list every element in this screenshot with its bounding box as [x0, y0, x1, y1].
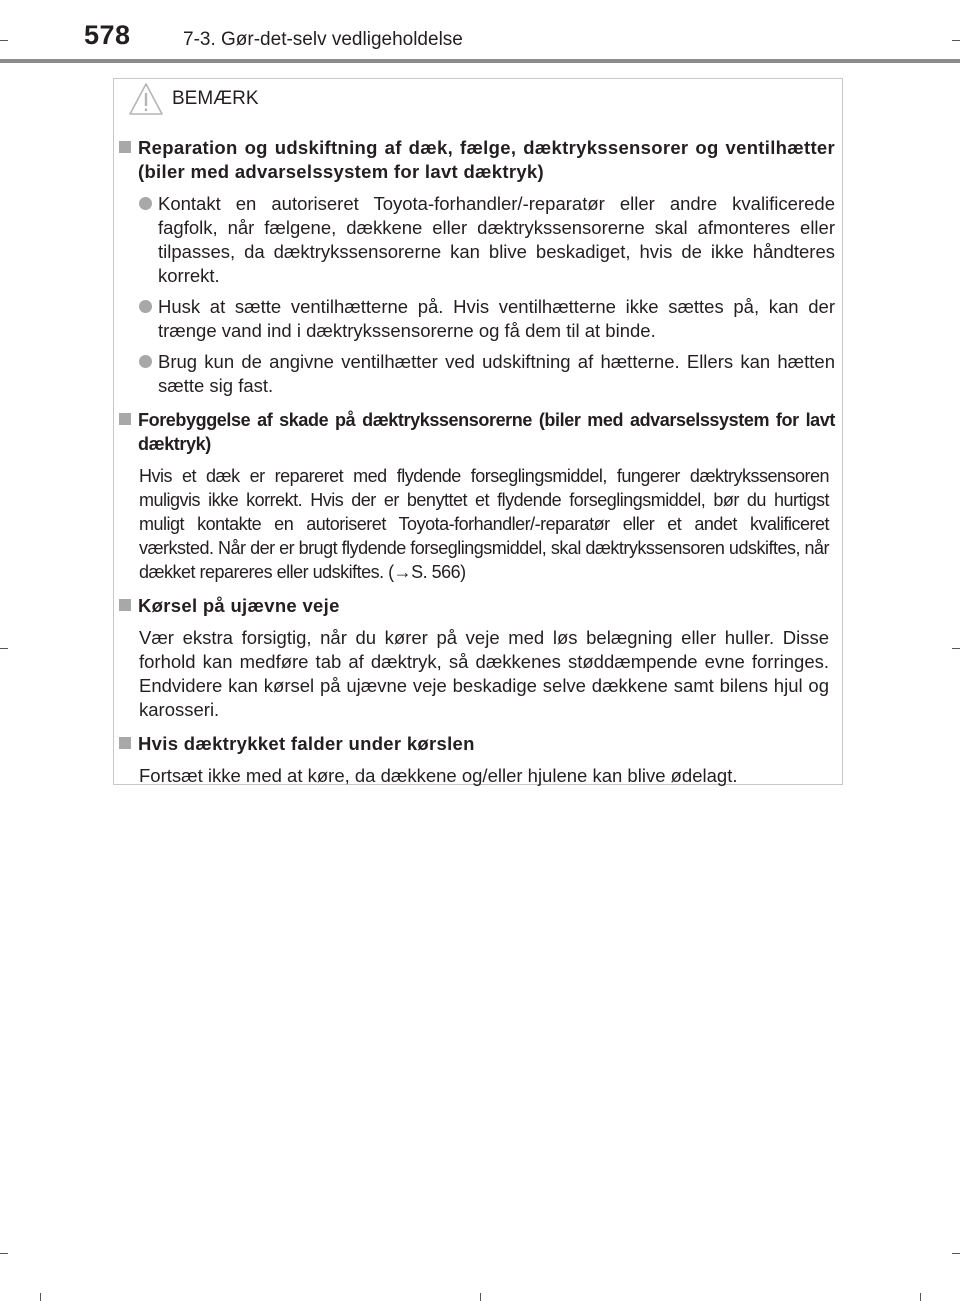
crop-mark — [480, 1293, 481, 1301]
crop-mark — [0, 648, 8, 649]
list-item — [158, 295, 835, 343]
square-bullet-icon — [119, 599, 131, 611]
page-number: 578 — [84, 20, 131, 50]
warning-triangle-icon — [128, 82, 164, 116]
circle-bullet-icon — [139, 197, 152, 210]
section-heading — [138, 732, 835, 756]
section-heading — [138, 136, 835, 184]
section-heading-text: Forebyggelse af skade på dæktrykssensorerne (biler med advarselssystem for lavt dæktryk) — [138, 410, 835, 454]
section-heading-text: Reparation og udskiftning af dæk, fælge, dæktrykssensorer og ventilhætter (biler med advarselssystem for lavt dæktryk) — [138, 137, 835, 182]
list-item — [158, 350, 835, 398]
square-bullet-icon — [119, 141, 131, 153]
square-bullet-icon — [119, 737, 131, 749]
list-item-text: Kontakt en autoriseret Toyota-forhandler/-reparatør eller andre kvalificerede fagfolk, når fælgene, dækkene eller dæktrykssensorerne skal afmonteres eller tilpasses, da dæktrykssensorerne kan blive beskadiget, hvis de ikke håndteres korrekt. — [158, 193, 835, 286]
crop-mark — [0, 1253, 8, 1254]
section-title: 7-3. Gør-det-selv vedligeholdelse — [183, 29, 463, 50]
notice-label: BEMÆRK — [172, 88, 259, 109]
paragraph: Hvis et dæk er repareret med flydende forseglingsmiddel, fungerer dæktrykssensoren muligvis ikke korrekt. Hvis der er benyttet et flydende forseglingsmiddel, bør du hurtigst muligt kontakte en autoriseret Toyota-forhandler/-reparatør eller et andet kvalificeret værksted. Når der er brugt flydende forseglingsmiddel, skal dæktrykssensoren udskiftes, når dækket repareres eller udskiftes. (→S. 566) — [139, 466, 829, 582]
crop-mark — [0, 40, 8, 41]
list-item — [158, 192, 835, 288]
circle-bullet-icon — [139, 300, 152, 313]
section-heading — [138, 594, 835, 618]
crop-mark — [952, 1253, 960, 1254]
paragraph: Vær ekstra forsigtig, når du kører på veje med løs belægning eller huller. Disse forhold kan medføre tab af dæktryk, så dækkenes støddæmpende evne forringes. Endvidere kan kørsel på ujævne veje beskadige selve dækkene samt bilens hjul og karosseri. — [139, 627, 829, 720]
square-bullet-icon — [119, 413, 131, 425]
crop-mark — [40, 1293, 41, 1301]
section-heading-text: Hvis dæktrykket falder under kørslen — [138, 733, 475, 754]
crop-mark — [952, 648, 960, 649]
list-item-text: Brug kun de angivne ventilhætter ved udskiftning af hætterne. Ellers kan hætten sætte sig fast. — [158, 351, 835, 396]
paragraph: Fortsæt ikke med at køre, da dækkene og/eller hjulene kan blive ødelagt. — [139, 765, 738, 786]
circle-bullet-icon — [139, 355, 152, 368]
header-rule — [0, 59, 960, 63]
list-item-text: Husk at sætte ventilhætterne på. Hvis ventilhætterne ikke sættes på, kan der trænge vand ind i dæktrykssensorerne og få dem til at binde. — [158, 296, 835, 341]
notice-content — [113, 136, 843, 788]
section-heading — [138, 408, 835, 456]
crop-mark — [952, 40, 960, 41]
section-heading-text: Kørsel på ujævne veje — [138, 595, 340, 616]
crop-mark — [920, 1293, 921, 1301]
